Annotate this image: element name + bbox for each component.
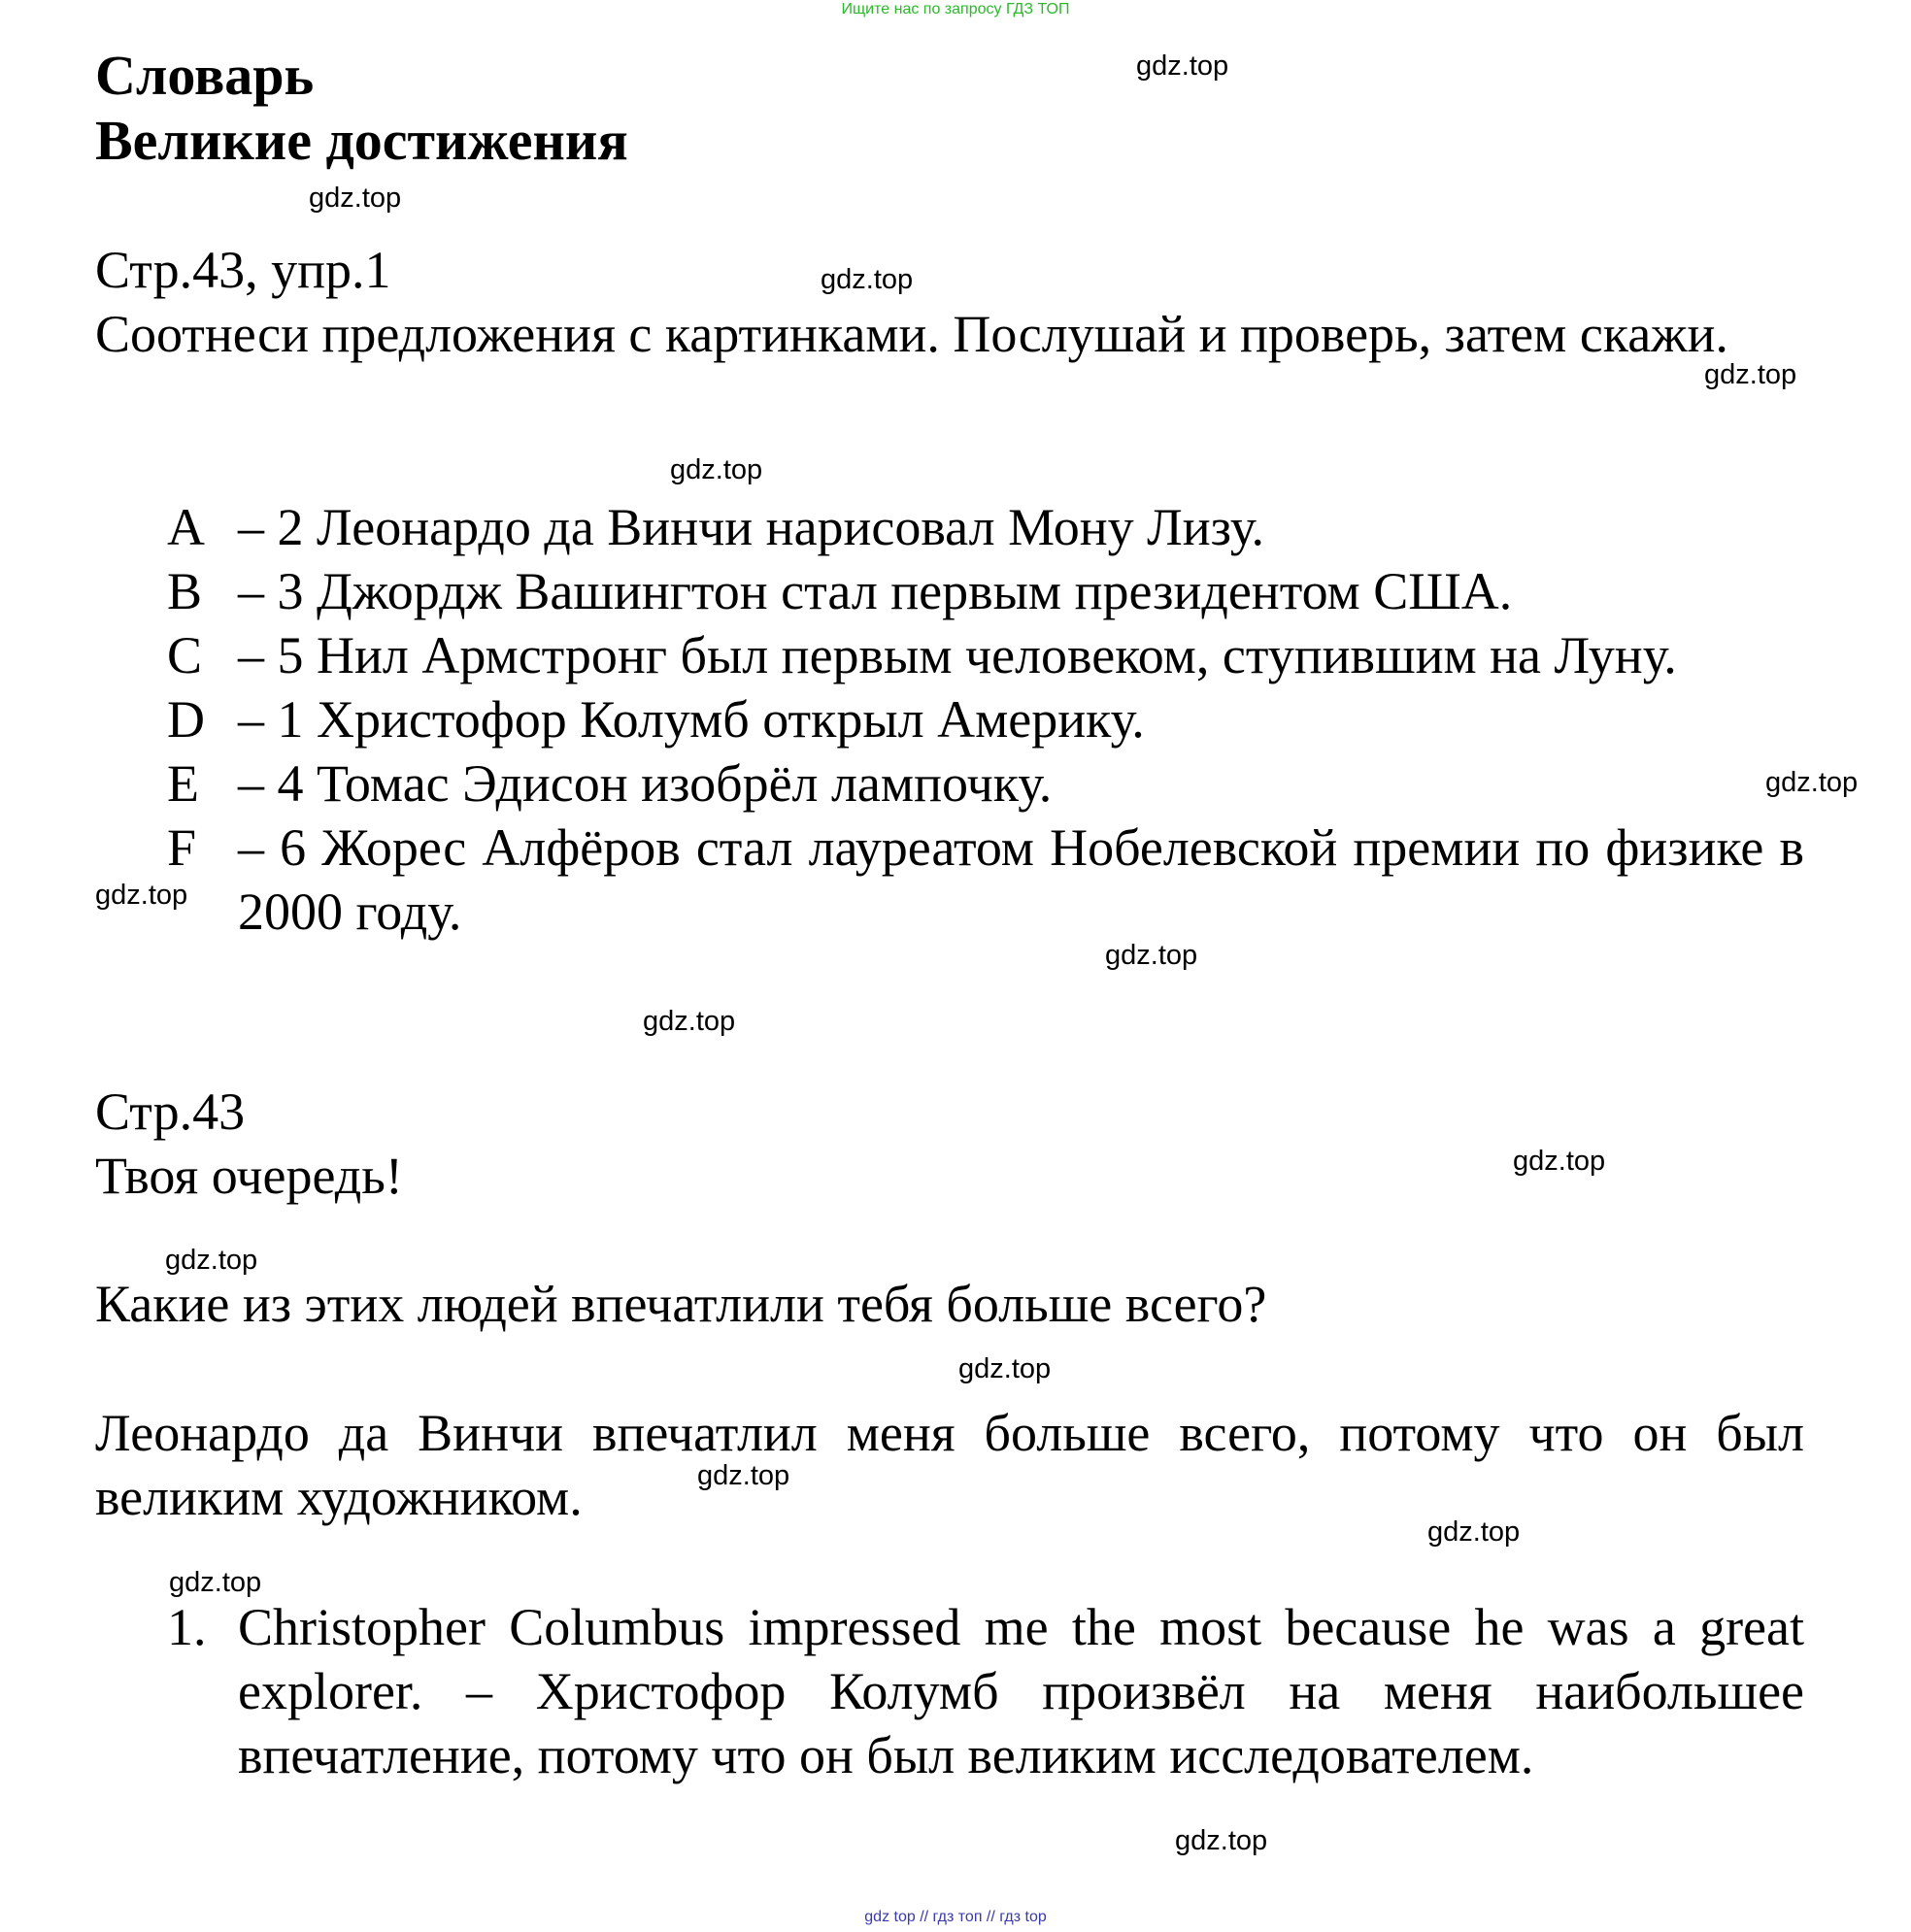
answer-letter: B (167, 562, 203, 620)
exercise2-ref: Стр.43 (95, 1083, 246, 1141)
exercise2-answer-ru: Леонардо да Винчи впечатлил меня больше всего, потому что он был великим художником. (95, 1404, 1804, 1526)
watermark: gdz.top (309, 183, 402, 214)
section-title: Великие достижения (95, 109, 628, 172)
exercise1-ref: Стр.43, упр.1 (95, 241, 391, 299)
answer-text: – 3 Джордж Вашингтон стал первым президентом США. (238, 562, 1513, 620)
answer-text: – 4 Томас Эдисон изобрёл лампочку. (238, 754, 1053, 813)
watermark: gdz.top (95, 880, 188, 911)
watermark: gdz.top (1513, 1146, 1606, 1177)
page-title: Словарь (95, 44, 315, 107)
answer-letter: A (167, 498, 205, 556)
watermark: gdz.top (1136, 50, 1229, 82)
exercise1-instruction: Соотнеси предложения с картинками. Послушай и проверь, затем скажи. (95, 305, 1728, 363)
answer-text: – 2 Леонардо да Винчи нарисовал Мону Лизу. (238, 498, 1264, 556)
answer-letter: D (167, 690, 205, 749)
watermark: gdz.top (958, 1353, 1052, 1384)
watermark: gdz.top (643, 1006, 736, 1037)
footer-note: gdz top // гдз топ // гдз top (864, 1909, 1047, 1925)
top-search-note: Ищите нас по запросу ГДЗ ТОП (841, 1, 1070, 17)
answer-text: – 6 Жорес Алфёров стал лауреатом Нобелевской премии по физике в 2000 году. (238, 818, 1804, 941)
item-number: 1. (167, 1598, 207, 1656)
item-text: Christopher Columbus impressed me the most because he was a great explorer. – Христофор Колумб произвёл на меня наибольшее впечатление, потому что он был великим исследователем. (238, 1598, 1804, 1784)
answer-letter: E (167, 754, 199, 813)
watermark: gdz.top (169, 1567, 262, 1598)
exercise2-title: Твоя очередь! (95, 1147, 403, 1205)
answer-letter: F (167, 818, 197, 877)
watermark: gdz.top (1765, 767, 1859, 798)
watermark: gdz.top (821, 264, 914, 295)
watermark: gdz.top (1704, 359, 1797, 390)
answer-text: – 5 Нил Армстронг был первым человеком, ступившим на Луну. (238, 626, 1677, 684)
watermark: gdz.top (1175, 1825, 1268, 1856)
watermark: gdz.top (165, 1245, 258, 1276)
watermark: gdz.top (1105, 940, 1198, 971)
watermark: gdz.top (1427, 1516, 1521, 1548)
answer-letter: C (167, 626, 203, 684)
answer-text: – 1 Христофор Колумб открыл Америку. (238, 690, 1145, 749)
exercise2-question: Какие из этих людей впечатлили тебя больше всего? (95, 1275, 1267, 1333)
watermark: gdz.top (670, 454, 763, 485)
watermark: gdz.top (697, 1460, 790, 1491)
